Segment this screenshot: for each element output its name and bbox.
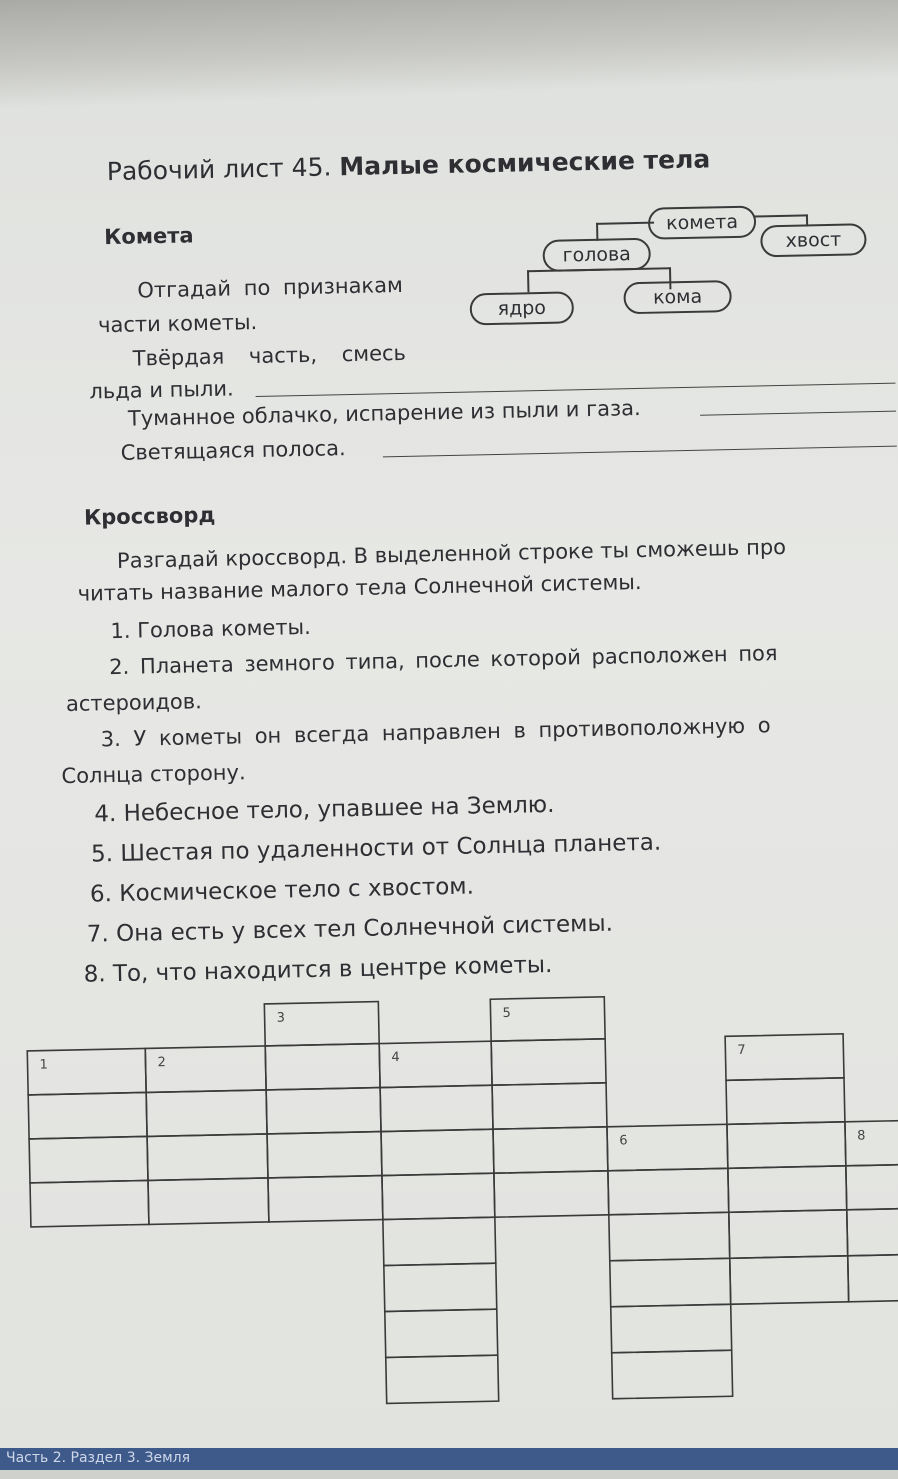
clue-3-line2: Солнца сторону. [61,760,246,789]
diagram-comet: комета [648,205,757,239]
clue-6: 6. Космическое тело с хвостом. [89,873,475,908]
title-prefix: Рабочий лист 45. [106,152,332,187]
diagram-coma: кома [623,280,732,314]
cw-cell[interactable] [382,1173,495,1219]
crossword-intro-line2: читать название малого тела Солнечной системы. [77,569,642,606]
cw-cell[interactable] [381,1129,494,1175]
cw-cell[interactable] [146,1090,267,1137]
cw-cell[interactable] [148,1178,269,1225]
cw-cell[interactable] [383,1217,496,1265]
comet-task-line1: Отгадай по признакам [137,272,404,303]
question1-line2: льда и пыли. [89,376,234,404]
clue-2-line1: 2. Планета земного типа, после которой расположен поя [108,641,778,680]
cw-cell[interactable] [728,1166,847,1212]
cw-cell[interactable] [608,1168,729,1215]
cw-cell[interactable] [386,1355,499,1403]
comet-task-line2: части кометы. [97,309,258,338]
cw-cell[interactable] [848,1254,898,1301]
cw-cell[interactable] [609,1212,730,1261]
cw-cell[interactable] [266,1088,381,1134]
cw-cell[interactable] [729,1210,848,1258]
cw-cell[interactable] [268,1176,383,1222]
clue-5: 5. Шестая по удаленности от Солнца планета. [90,829,662,868]
cw-number-4: 4 [391,1050,400,1066]
question2: Туманное облачко, испарение из пыли и газа. [127,395,641,431]
cw-cell[interactable] [384,1263,497,1311]
cw-cell[interactable] [846,1164,898,1209]
cw-number-6: 6 [619,1133,628,1149]
cw-cell[interactable] [30,1180,149,1226]
clue-8: 8. То, что находится в центре кометы. [83,951,553,988]
cw-number-1: 1 [39,1057,48,1073]
title-main: Малые космические тела [339,144,711,182]
cw-number-7: 7 [737,1042,746,1059]
cw-cell[interactable] [265,1044,380,1090]
cw-number-8: 8 [857,1128,866,1144]
cw-cell[interactable] [147,1134,268,1181]
cw-cell[interactable] [267,1132,382,1178]
diagram-head: голова [542,238,651,272]
cw-cell[interactable] [493,1127,608,1173]
clue-2-line2: астероидов. [65,689,203,717]
cw-cell[interactable] [29,1136,148,1182]
cw-cell[interactable] [492,1083,607,1129]
cw-number-5: 5 [502,1005,512,1021]
cw-number-3: 3 [276,1010,286,1026]
cw-cell[interactable] [385,1309,498,1357]
crossword-intro-line1: Разгадай кроссворд. В выделенной строке ты сможешь про [116,534,787,573]
cw-cell[interactable] [611,1304,732,1353]
cw-cell[interactable] [845,1120,898,1165]
question3: Светящаяся полоса. [120,436,346,465]
footer-text: Часть 2. Раздел 3. Земля [6,1450,191,1466]
comet-heading: Комета [103,223,194,250]
cw-cell[interactable] [847,1208,898,1255]
cw-cell[interactable] [610,1258,731,1307]
cw-cell[interactable] [380,1085,493,1131]
cw-cell[interactable] [726,1078,845,1124]
diagram-nucleus: ядро [469,291,574,325]
clue-3-line1: 3. У кометы он всегда направлен в противоположную о [100,713,771,752]
clue-1: 1. Голова кометы. [110,614,312,644]
cw-cell[interactable] [730,1256,849,1304]
cw-cell[interactable] [727,1122,846,1168]
cw-cell[interactable] [494,1171,609,1217]
clue-4: 4. Небесное тело, упавшее на Землю. [94,791,555,828]
cw-number-2: 2 [157,1055,166,1071]
diagram-tail: хвост [760,223,867,257]
cw-cell[interactable] [491,1039,606,1085]
cw-cell[interactable] [612,1350,733,1399]
cw-cell[interactable] [28,1092,147,1138]
clue-7: 7. Она есть у всех тел Солнечной системы. [86,910,614,948]
question1-line1: Твёрдая часть, смесь [132,340,407,371]
crossword-heading: Кроссворд [83,502,216,530]
